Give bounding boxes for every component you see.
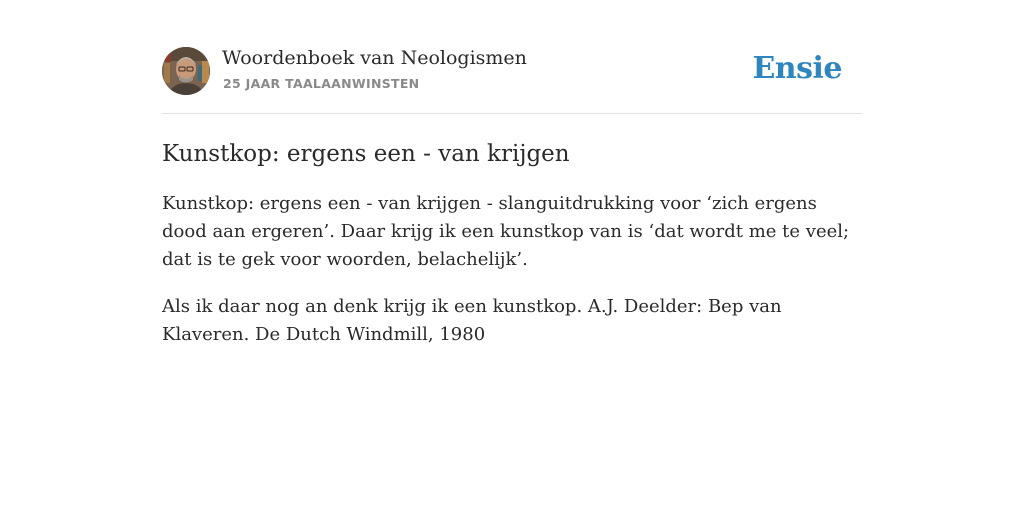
entry-header bbox=[162, 46, 862, 114]
entry-card bbox=[162, 46, 862, 349]
ensie-logo[interactable]: Ensie bbox=[752, 51, 842, 86]
entry-definition: Kunstkop: ergens een - van krijgen - slanguitdrukking voor ‘zich ergens dood aan ergeren’. Daar krijg ik een kunstkop van is ‘dat wordt me te veel; dat is te gek voor woorden, belachelijk’. bbox=[162, 193, 850, 270]
portrait-icon bbox=[162, 47, 210, 95]
source-subtitle: 25 JAAR TAALAANWINSTEN bbox=[223, 76, 420, 91]
entry-example: Als ik daar nog an denk krijg ik een kunstkop. A.J. Deelder: Bep van Klaveren. De Dutch Windmill, 1980 bbox=[162, 296, 782, 345]
entry-title: Kunstkop: ergens een - van krijgen bbox=[162, 141, 570, 167]
source-name[interactable]: Woordenboek van Neologismen bbox=[222, 47, 527, 69]
author-avatar[interactable] bbox=[162, 47, 210, 95]
